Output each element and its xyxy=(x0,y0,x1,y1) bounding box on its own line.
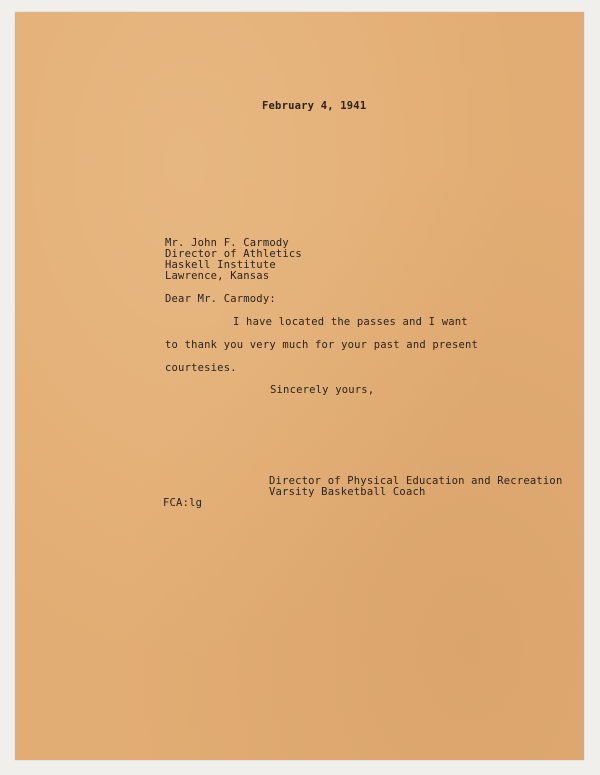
recipient-institution: Haskell Institute xyxy=(165,259,276,271)
signature-title: Director of Physical Education and Recreation xyxy=(269,475,563,487)
reference-initials: FCA:lg xyxy=(163,497,203,509)
signature-title: Varsity Basketball Coach xyxy=(269,486,426,498)
letter-date: February 4, 1941 xyxy=(262,100,367,112)
recipient-title: Director of Athletics xyxy=(165,248,302,260)
closing: Sincerely yours, xyxy=(270,384,375,396)
recipient-location: Lawrence, Kansas xyxy=(165,270,270,282)
recipient-name: Mr. John F. Carmody xyxy=(165,237,289,249)
body-line: I have located the passes and I want xyxy=(233,316,468,328)
body-line: courtesies. xyxy=(165,362,237,374)
salutation: Dear Mr. Carmody: xyxy=(165,293,276,305)
letter-page xyxy=(15,12,584,760)
body-line: to thank you very much for your past and present xyxy=(165,339,479,351)
